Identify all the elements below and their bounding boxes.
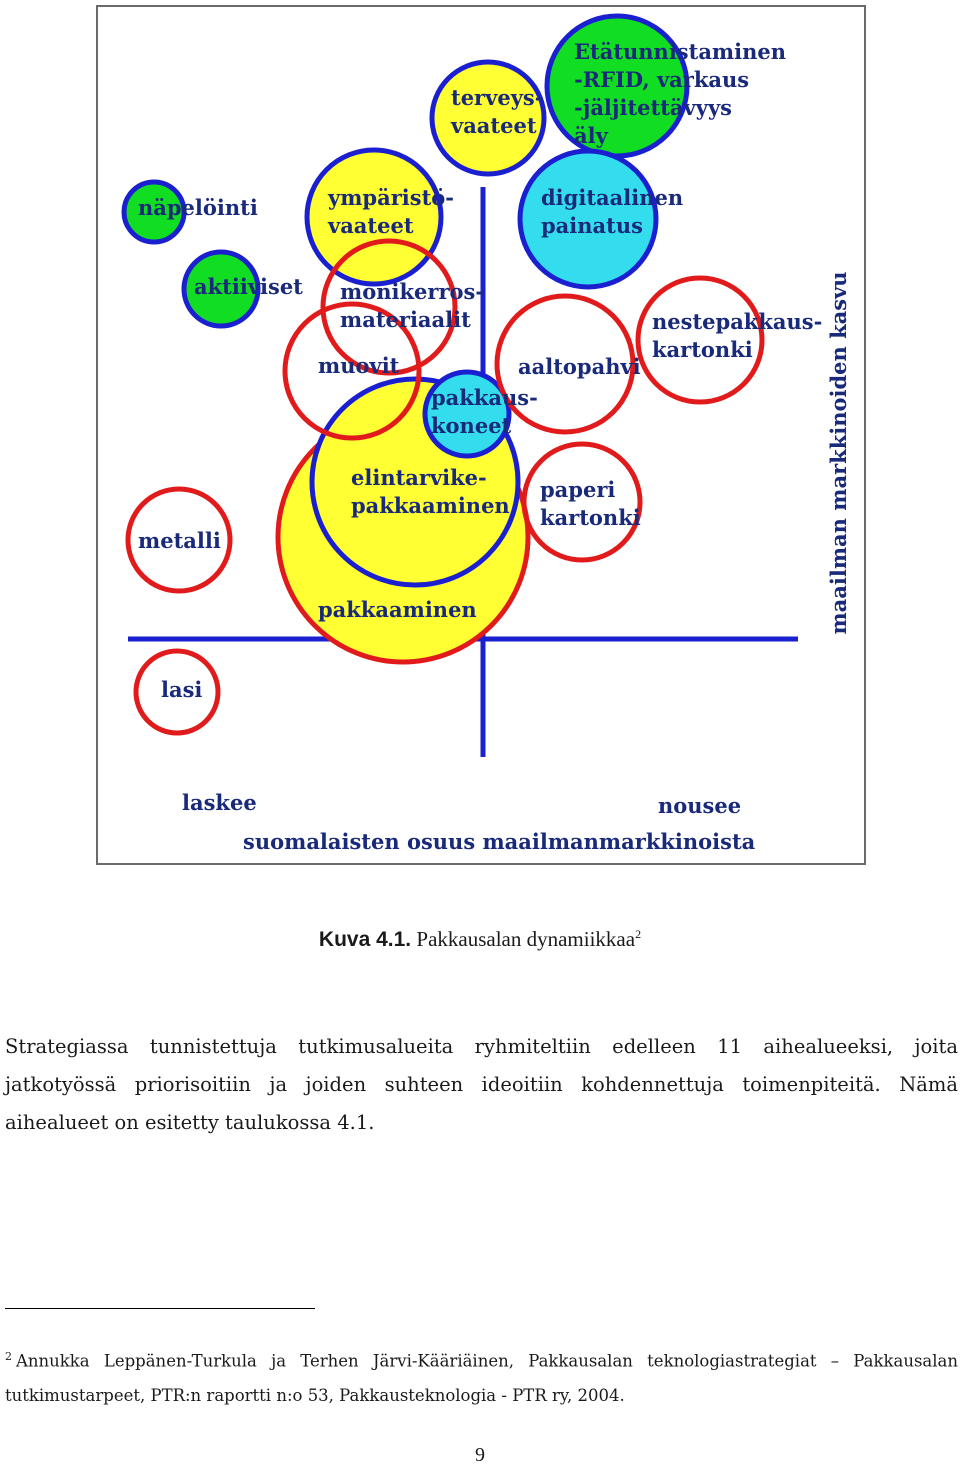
lasi-label: lasi bbox=[161, 677, 203, 702]
aaltopahvi-label: aaltopahvi bbox=[518, 354, 641, 379]
paperi-kartonki-label: paperi bbox=[540, 477, 616, 502]
metalli-label: metalli bbox=[138, 528, 221, 553]
terveysvaateet-label: vaateet bbox=[451, 113, 537, 138]
elintarvikepakkaaminen-label: elintarvike- bbox=[351, 465, 487, 490]
x-axis-low-label: laskee bbox=[182, 790, 257, 815]
dynamics-figure bbox=[96, 5, 866, 865]
etatunnistaminen-label: äly bbox=[574, 123, 608, 148]
napelointi-label: näpelöinti bbox=[138, 195, 258, 220]
etatunnistaminen-label: -jäljitettävyys bbox=[574, 95, 732, 120]
etatunnistaminen-label: Etätunnistaminen bbox=[574, 39, 787, 64]
footnote-mark: 2 bbox=[5, 1350, 12, 1363]
y-axis-title: maailman markkinoiden kasvu bbox=[826, 271, 851, 635]
x-axis-high-label: nousee bbox=[658, 793, 742, 818]
caption-footnote-ref[interactable]: 2 bbox=[635, 927, 642, 941]
terveysvaateet-label: terveys- bbox=[451, 85, 544, 110]
elintarvikepakkaaminen-label: pakkaaminen bbox=[351, 493, 510, 518]
footnote bbox=[5, 1340, 958, 1413]
pakkauskoneet-label: pakkaus- bbox=[431, 385, 538, 410]
pakkaaminen-label: pakkaaminen bbox=[318, 597, 477, 622]
caption-number: Kuva 4.1. bbox=[318, 928, 412, 951]
caption-text: Pakkausalan dynamiikkaa bbox=[416, 927, 636, 951]
body-paragraph: Strategiassa tunnistettuja tutkimusalueita ryhmiteltiin edelleen 11 aihealueeksi, joita jatkotyössä priorisoitiin ja joiden suhteen ideoitiin kohdennettuja toimenpiteitä. Nämä aihealueet on esitetty taulukossa 4.1. bbox=[5, 1035, 958, 1134]
figure-caption bbox=[0, 927, 960, 952]
page-number: 9 bbox=[475, 1444, 485, 1466]
footnote-text: Annukka Leppänen-Turkula ja Terhen Järvi-Kääriäinen, Pakkausalan teknologiastrategiat – Pakkausalan tutkimustarpeet, PTR:n raportti n:o 53, Pakkausteknologia - PTR ry, 2004. bbox=[5, 1351, 958, 1405]
digitaalinen-painatus-label: painatus bbox=[541, 213, 643, 238]
nestepakkauskartonki-label: nestepakkaus- bbox=[652, 309, 823, 334]
monikerrosmateriaalit-label: materiaalit bbox=[340, 307, 471, 332]
bubble-diagram bbox=[98, 7, 864, 863]
digitaalinen-painatus-label: digitaalinen bbox=[541, 185, 684, 210]
x-axis-title: suomalaisten osuus maailmanmarkkinoista bbox=[243, 829, 756, 854]
paperi-kartonki-label: kartonki bbox=[540, 505, 641, 530]
footnote-divider bbox=[5, 1308, 315, 1309]
etatunnistaminen-label: -RFID, varkaus bbox=[574, 67, 750, 92]
nestepakkauskartonki-label: kartonki bbox=[652, 337, 753, 362]
aktiiviset-label: aktiiviset bbox=[194, 274, 303, 299]
pakkauskoneet-label: koneet bbox=[431, 413, 512, 438]
muovit-label: muovit bbox=[318, 353, 400, 378]
monikerrosmateriaalit-label: monikerros- bbox=[340, 279, 485, 304]
paperi-kartonki-bubble bbox=[524, 444, 640, 560]
ymparistovaateet-label: vaateet bbox=[328, 213, 414, 238]
ymparistovaateet-label: ympäristö- bbox=[328, 185, 454, 210]
